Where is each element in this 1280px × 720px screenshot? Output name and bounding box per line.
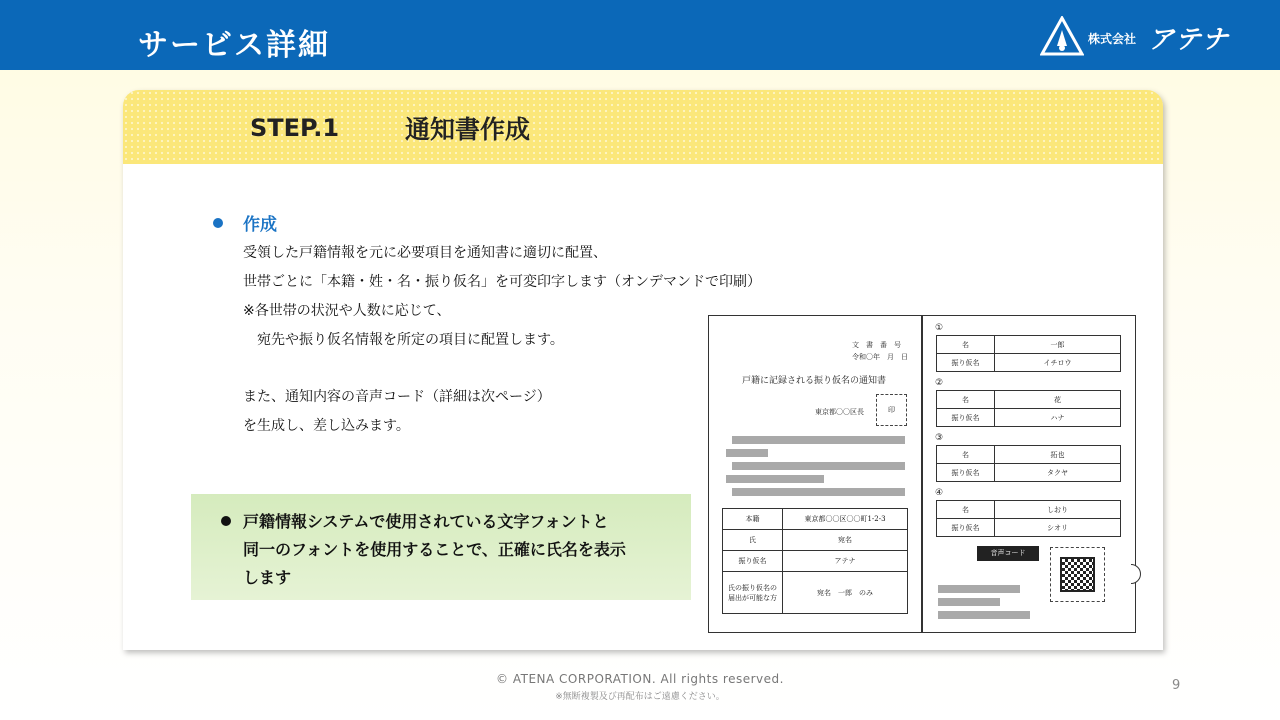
person-table	[936, 445, 1121, 482]
person-number: ①	[935, 323, 944, 333]
table-key: 名	[937, 391, 995, 409]
table-row	[937, 409, 1121, 427]
body-line-3: ※各世帯の状況や人数に応じて、	[243, 303, 451, 319]
body-line-4: 宛先や振り仮名情報を所定の項目に配置します。	[243, 332, 564, 348]
footer-note: ※無断複製及び再配布はご遠慮ください。	[555, 692, 725, 702]
table-key: 氏	[723, 530, 783, 551]
doc-title: 戸籍に記録される振り仮名の通知書	[742, 376, 887, 386]
person-table	[936, 500, 1121, 537]
step-label: STEP.1	[250, 114, 340, 142]
table-key: 名	[937, 336, 995, 354]
step-header	[123, 90, 1163, 164]
table-row	[937, 446, 1121, 464]
company-logo	[1040, 14, 1245, 58]
logo-main-text: アテナ	[1148, 25, 1230, 55]
person-number: ②	[935, 378, 944, 388]
step-title: 通知書作成	[405, 115, 531, 144]
table-key: 名	[937, 446, 995, 464]
table-key: 氏の振り仮名の届出が可能な方	[723, 572, 783, 614]
logo-sub-text: 株式会社	[1088, 32, 1137, 46]
doc-fold-line	[921, 316, 923, 632]
table-row	[937, 519, 1121, 537]
doc-number: 文 書 番 号	[852, 341, 901, 349]
doc-notch	[1121, 564, 1141, 584]
text-placeholder-bar	[938, 611, 1030, 619]
footer-copyright: © ATENA CORPORATION. All rights reserved.	[496, 672, 784, 686]
highlight-line-3: します	[243, 568, 292, 587]
table-key: 振り仮名	[937, 409, 995, 427]
table-value: シオリ	[995, 519, 1121, 537]
table-key: 本籍	[723, 509, 783, 530]
table-key: 振り仮名	[937, 464, 995, 482]
doc-date: 令和〇年 月 日	[852, 353, 908, 361]
highlight-box	[191, 494, 691, 600]
text-placeholder-bar	[732, 462, 905, 470]
table-key: 名	[937, 501, 995, 519]
table-row	[937, 501, 1121, 519]
table-value: 一郎	[995, 336, 1121, 354]
text-placeholder-bar	[732, 436, 905, 444]
section-title: 作成	[243, 215, 277, 235]
person-number: ④	[935, 488, 944, 498]
table-value: アテナ	[783, 551, 908, 572]
table-value: 宛名	[783, 530, 908, 551]
content-card	[123, 90, 1163, 650]
body-line-1: 受領した戸籍情報を元に必要項目を通知書に適切に配置、	[243, 245, 607, 261]
table-row	[723, 551, 908, 572]
table-key: 振り仮名	[937, 354, 995, 372]
text-placeholder-bar	[726, 449, 768, 457]
table-value: 花	[995, 391, 1121, 409]
table-row	[937, 354, 1121, 372]
table-value: 宛名 一郎 のみ	[783, 572, 908, 614]
body-line-6: を生成し、差し込みます。	[243, 418, 410, 434]
logo-triangle-icon	[1040, 16, 1084, 56]
body-line-2: 世帯ごとに「本籍・姓・名・振り仮名」を可変印字します（オンデマンドで印刷）	[243, 274, 761, 290]
text-placeholder-bar	[732, 488, 905, 496]
table-value: 東京都〇〇区〇〇町1-2-3	[783, 509, 908, 530]
table-key: 振り仮名	[723, 551, 783, 572]
table-value: 拓也	[995, 446, 1121, 464]
qr-frame	[1050, 547, 1105, 602]
text-placeholder-bar	[938, 598, 1000, 606]
body-line-5: また、通知内容の音声コード（詳細は次ページ）	[243, 389, 551, 405]
person-table	[936, 335, 1121, 372]
voice-code-qr-icon	[1060, 557, 1095, 592]
table-row	[937, 336, 1121, 354]
voice-code-label: 音声コード	[977, 546, 1039, 561]
text-placeholder-bar	[726, 475, 824, 483]
table-value: しおり	[995, 501, 1121, 519]
stamp-box: 印	[876, 394, 907, 426]
notice-document-illustration	[708, 315, 1136, 633]
table-row	[937, 391, 1121, 409]
table-value: イチロウ	[995, 354, 1121, 372]
household-table	[722, 508, 908, 614]
header-bar	[0, 0, 1280, 70]
highlight-line-2: 同一のフォントを使用することで、正確に氏名を表示	[243, 540, 626, 559]
person-table	[936, 390, 1121, 427]
table-value: タクヤ	[995, 464, 1121, 482]
doc-sender: 東京都〇〇区長	[815, 408, 864, 416]
text-placeholder-bar	[938, 585, 1020, 593]
bullet-icon	[213, 218, 223, 228]
bullet-icon	[221, 516, 231, 526]
table-row	[723, 509, 908, 530]
page-title: サービス詳細	[138, 28, 330, 63]
page-number: 9	[1172, 678, 1181, 693]
table-row	[723, 530, 908, 551]
table-value: ハナ	[995, 409, 1121, 427]
person-number: ③	[935, 433, 944, 443]
table-row	[937, 464, 1121, 482]
table-row	[723, 572, 908, 614]
table-key: 振り仮名	[937, 519, 995, 537]
highlight-line-1: 戸籍情報システムで使用されている文字フォントと	[243, 512, 609, 531]
